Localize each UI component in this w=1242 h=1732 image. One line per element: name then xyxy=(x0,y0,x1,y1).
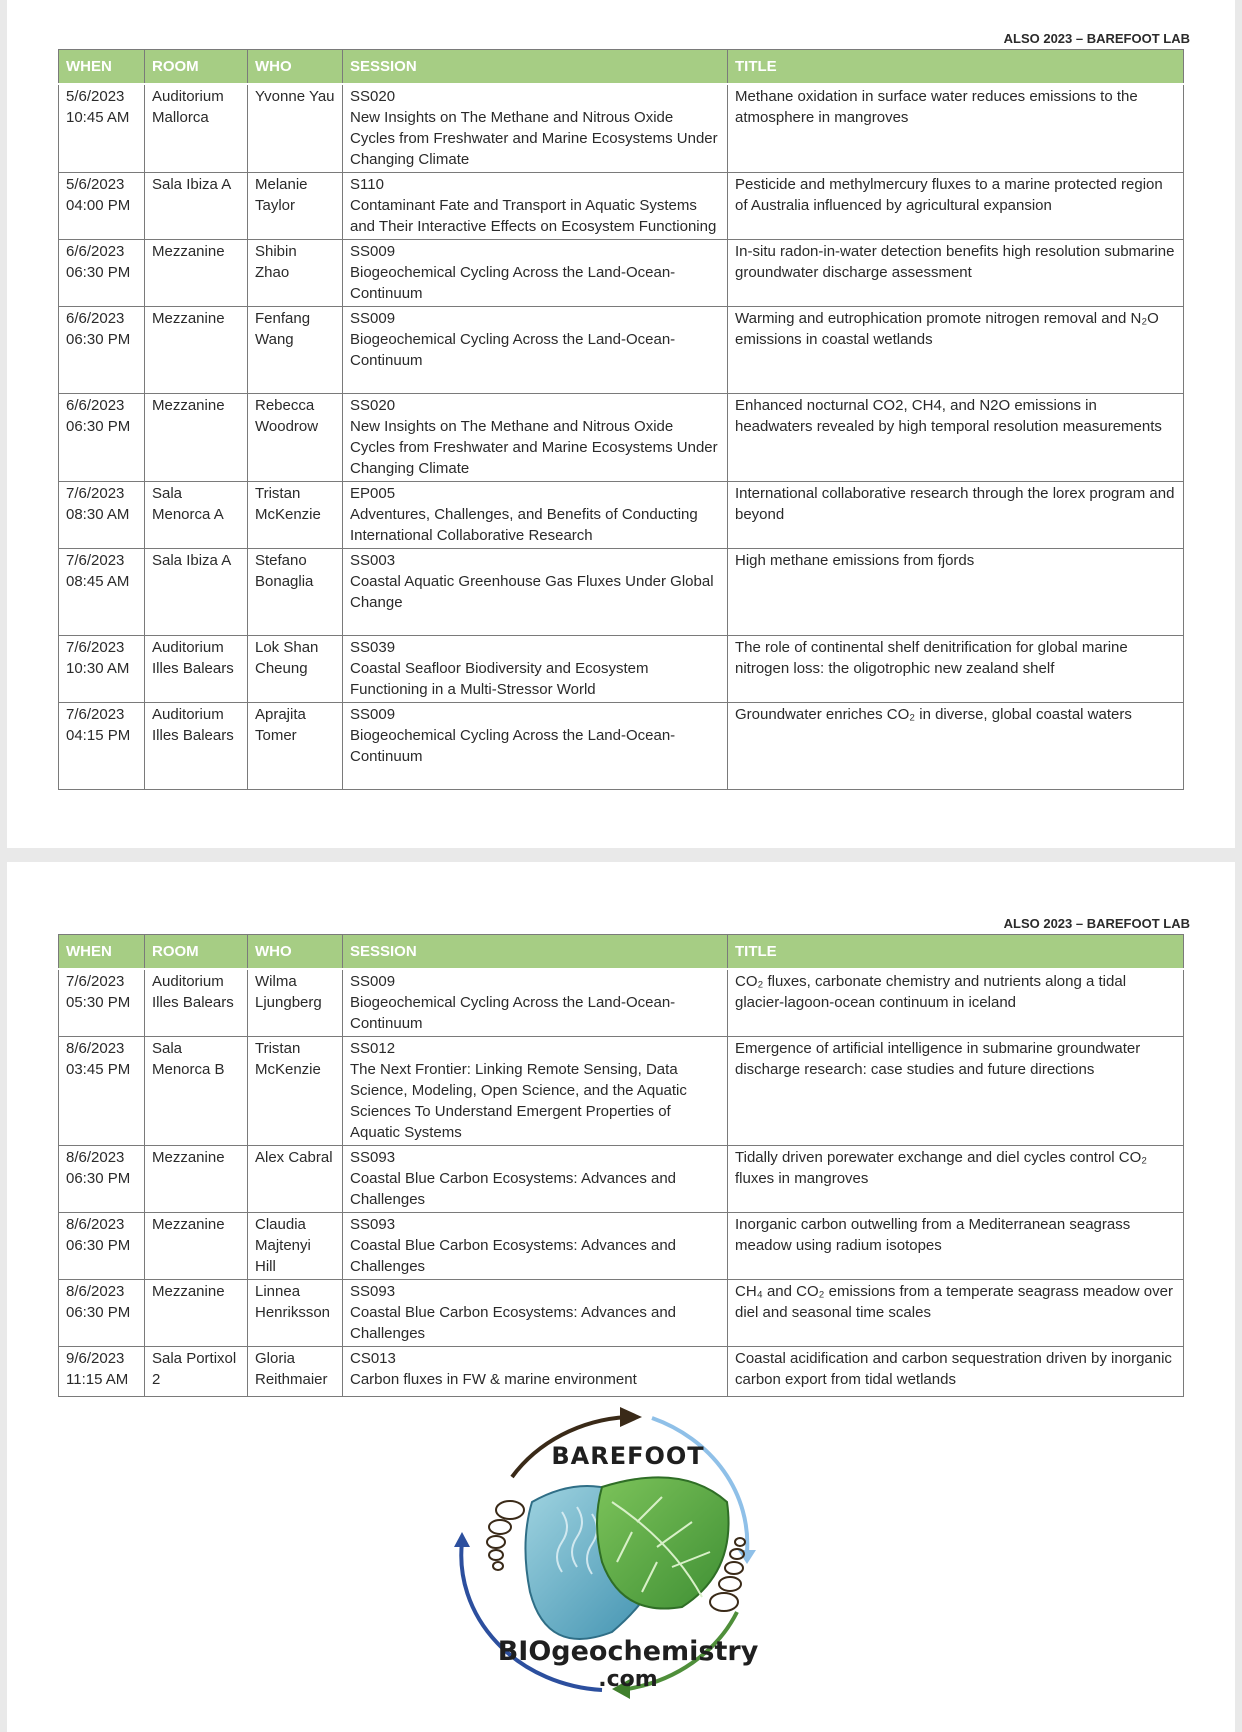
who-cell xyxy=(248,1146,343,1213)
table-row xyxy=(59,84,1184,173)
room-cell xyxy=(145,1280,248,1347)
session-cell xyxy=(343,482,728,549)
room-text: Mezzanine xyxy=(152,1283,225,1300)
presenter-name: Stefano Bonaglia xyxy=(255,552,314,590)
title-cell xyxy=(728,307,1184,394)
room-text: Auditorium Illes Balears xyxy=(152,706,234,744)
time-text: 04:15 PM xyxy=(66,727,131,744)
column-header-title: TITLE xyxy=(728,50,1184,85)
when-cell xyxy=(59,482,145,549)
when-cell xyxy=(59,173,145,240)
session-name: Coastal Blue Carbon Ecosystems: Advances and Challenges xyxy=(350,1304,677,1342)
session-code: SS012 xyxy=(350,1040,396,1057)
lab-header: ALSO 2023 – BAREFOOT LAB xyxy=(1003,31,1190,46)
room-cell xyxy=(145,1347,248,1397)
date-text: 8/6/2023 xyxy=(66,1216,125,1233)
date-text: 7/6/2023 xyxy=(66,639,125,656)
session-code: SS093 xyxy=(350,1149,396,1166)
date-text: 6/6/2023 xyxy=(66,243,125,260)
room-text: Auditorium Mallorca xyxy=(152,88,224,126)
table-row xyxy=(59,703,1184,790)
table-header-row xyxy=(59,50,1184,85)
presenter-name: Aprajita Tomer xyxy=(255,706,306,744)
column-header-when: WHEN xyxy=(59,935,145,970)
room-cell xyxy=(145,482,248,549)
session-cell xyxy=(343,1213,728,1280)
session-name: Biogeochemical Cycling Across the Land-Ocean-Continuum xyxy=(350,727,676,765)
when-cell xyxy=(59,703,145,790)
column-header-who: WHO xyxy=(248,935,343,970)
title-cell xyxy=(728,1280,1184,1347)
when-cell xyxy=(59,240,145,307)
when-cell xyxy=(59,1213,145,1280)
time-text: 10:45 AM xyxy=(66,109,130,126)
room-cell xyxy=(145,1213,248,1280)
table-row xyxy=(59,969,1184,1037)
table-row xyxy=(59,482,1184,549)
session-cell xyxy=(343,394,728,482)
when-cell xyxy=(59,636,145,703)
title-cell xyxy=(728,1146,1184,1213)
title-cell xyxy=(728,1213,1184,1280)
talk-title: Tidally driven porewater exchange and diel cycles control CO₂ fluxes in mangroves xyxy=(735,1149,1148,1187)
session-code: SS093 xyxy=(350,1283,396,1300)
title-cell xyxy=(728,84,1184,173)
table-row xyxy=(59,1213,1184,1280)
date-text: 6/6/2023 xyxy=(66,397,125,414)
session-code: SS093 xyxy=(350,1216,396,1233)
room-text: Mezzanine xyxy=(152,1216,225,1233)
room-text: Sala Menorca B xyxy=(152,1040,225,1078)
room-cell xyxy=(145,307,248,394)
talk-title: Coastal acidification and carbon sequestration driven by inorganic carbon export from tidal wetlands xyxy=(735,1350,1172,1388)
presenter-name: Wilma Ljungberg xyxy=(255,973,322,1011)
logo-top-text: BAREFOOT xyxy=(551,1442,705,1470)
room-text: Mezzanine xyxy=(152,310,225,327)
session-name: Biogeochemical Cycling Across the Land-Ocean-Continuum xyxy=(350,994,676,1032)
session-cell xyxy=(343,1037,728,1146)
date-text: 8/6/2023 xyxy=(66,1149,125,1166)
session-name: The Next Frontier: Linking Remote Sensing, Data Science, Modeling, Open Science, and the Aquatic Sciences To Understand Emergent Properties of Aquatic Systems xyxy=(350,1061,687,1141)
room-text: Mezzanine xyxy=(152,397,225,414)
room-text: Sala Menorca A xyxy=(152,485,224,523)
room-text: Sala Ibiza A xyxy=(152,552,232,569)
session-code: SS003 xyxy=(350,552,396,569)
session-name: Adventures, Challenges, and Benefits of Conducting International Collaborative Research xyxy=(350,506,698,544)
time-text: 04:00 PM xyxy=(66,197,131,214)
talk-title: International collaborative research through the lorex program and beyond xyxy=(735,485,1175,523)
time-text: 06:30 PM xyxy=(66,1304,131,1321)
schedule-page-2 xyxy=(7,862,1235,1732)
session-cell xyxy=(343,1347,728,1397)
date-text: 8/6/2023 xyxy=(66,1040,125,1057)
room-text: Auditorium Illes Balears xyxy=(152,973,234,1011)
date-text: 7/6/2023 xyxy=(66,706,125,723)
column-header-who: WHO xyxy=(248,50,343,85)
title-cell xyxy=(728,173,1184,240)
title-cell xyxy=(728,969,1184,1037)
title-cell xyxy=(728,240,1184,307)
arrow-head-icon xyxy=(620,1407,642,1427)
session-code: EP005 xyxy=(350,485,396,502)
who-cell xyxy=(248,1213,343,1280)
who-cell xyxy=(248,482,343,549)
session-cell xyxy=(343,84,728,173)
talk-title: Methane oxidation in surface water reduces emissions to the atmosphere in mangroves xyxy=(735,88,1138,126)
table-row xyxy=(59,307,1184,394)
talk-title: CO₂ fluxes, carbonate chemistry and nutrients along a tidal glacier-lagoon-ocean continuum in iceland xyxy=(735,973,1127,1011)
session-code: SS009 xyxy=(350,706,396,723)
room-cell xyxy=(145,969,248,1037)
talk-title: Enhanced nocturnal CO2, CH4, and N2O emissions in headwaters revealed by high temporal resolution measurements xyxy=(735,397,1162,435)
room-text: Mezzanine xyxy=(152,1149,225,1166)
time-text: 11:15 AM xyxy=(66,1371,129,1388)
session-name: Coastal Blue Carbon Ecosystems: Advances and Challenges xyxy=(350,1170,677,1208)
who-cell xyxy=(248,703,343,790)
room-cell xyxy=(145,240,248,307)
table-row xyxy=(59,240,1184,307)
session-code: CS013 xyxy=(350,1350,396,1367)
column-header-session: SESSION xyxy=(343,935,728,970)
when-cell xyxy=(59,307,145,394)
when-cell xyxy=(59,1280,145,1347)
session-name: Coastal Seafloor Biodiversity and Ecosystem Functioning in a Multi-Stressor World xyxy=(350,660,649,698)
room-text: Auditorium Illes Balears xyxy=(152,639,234,677)
room-cell xyxy=(145,1037,248,1146)
when-cell xyxy=(59,549,145,636)
session-cell xyxy=(343,1280,728,1347)
presenter-name: Yvonne Yau xyxy=(255,88,335,105)
title-cell xyxy=(728,394,1184,482)
presenter-name: Gloria Reithmaier xyxy=(255,1350,328,1388)
date-text: 7/6/2023 xyxy=(66,485,125,502)
title-cell xyxy=(728,703,1184,790)
session-cell xyxy=(343,636,728,703)
talk-title: In-situ radon-in-water detection benefits high resolution submarine groundwater discharge assessment xyxy=(735,243,1175,281)
session-cell xyxy=(343,1146,728,1213)
time-text: 06:30 PM xyxy=(66,264,131,281)
who-cell xyxy=(248,549,343,636)
presenter-name: Lok Shan Cheung xyxy=(255,639,319,677)
session-cell xyxy=(343,969,728,1037)
table-row xyxy=(59,173,1184,240)
when-cell xyxy=(59,1347,145,1397)
column-header-room: ROOM xyxy=(145,50,248,85)
logo-bottom-text: BIOgeochemistry xyxy=(497,1636,759,1667)
column-header-room: ROOM xyxy=(145,935,248,970)
table-header-row xyxy=(59,935,1184,970)
table-row xyxy=(59,636,1184,703)
column-header-session: SESSION xyxy=(343,50,728,85)
session-name: Coastal Blue Carbon Ecosystems: Advances and Challenges xyxy=(350,1237,677,1275)
arrow-head-icon xyxy=(738,1550,756,1564)
session-name: Biogeochemical Cycling Across the Land-Ocean-Continuum xyxy=(350,264,676,302)
talk-title: Warming and eutrophication promote nitrogen removal and N₂O emissions in coastal wetlands xyxy=(735,310,1159,348)
who-cell xyxy=(248,84,343,173)
presenter-name: Claudia Majtenyi Hill xyxy=(255,1216,311,1275)
time-text: 06:30 PM xyxy=(66,1170,131,1187)
who-cell xyxy=(248,1347,343,1397)
table-row xyxy=(59,1347,1184,1397)
session-code: SS020 xyxy=(350,397,396,414)
talk-title: CH₄ and CO₂ emissions from a temperate seagrass meadow over diel and seasonal time scales xyxy=(735,1283,1173,1321)
date-text: 7/6/2023 xyxy=(66,973,125,990)
room-cell xyxy=(145,636,248,703)
presenter-name: Shibin Zhao xyxy=(255,243,297,281)
presenter-name: Linnea Henriksson xyxy=(255,1283,331,1321)
who-cell xyxy=(248,636,343,703)
session-cell xyxy=(343,703,728,790)
room-cell xyxy=(145,84,248,173)
session-cell xyxy=(343,307,728,394)
who-cell xyxy=(248,1280,343,1347)
arrow-head-icon xyxy=(454,1532,470,1547)
title-cell xyxy=(728,549,1184,636)
schedule-table xyxy=(58,49,1184,790)
who-cell xyxy=(248,307,343,394)
logo-domain-text: .com xyxy=(598,1667,658,1692)
session-cell xyxy=(343,549,728,636)
title-cell xyxy=(728,1347,1184,1397)
session-name: New Insights on The Methane and Nitrous Oxide Cycles from Freshwater and Marine Ecosystems Under Changing Climate xyxy=(350,109,718,168)
talk-title: High methane emissions from fjords xyxy=(735,552,975,569)
room-text: Mezzanine xyxy=(152,243,225,260)
session-name: Coastal Aquatic Greenhouse Gas Fluxes Under Global Change xyxy=(350,573,714,611)
who-cell xyxy=(248,969,343,1037)
presenter-name: Melanie Taylor xyxy=(255,176,308,214)
who-cell xyxy=(248,394,343,482)
schedule-page-1 xyxy=(7,0,1235,848)
presenter-name: Fenfang Wang xyxy=(255,310,311,348)
date-text: 5/6/2023 xyxy=(66,88,125,105)
bubbles-left-icon xyxy=(487,1501,524,1570)
column-header-when: WHEN xyxy=(59,50,145,85)
table-row xyxy=(59,1146,1184,1213)
room-cell xyxy=(145,394,248,482)
talk-title: Emergence of artificial intelligence in submarine groundwater discharge research: case studies and future directions xyxy=(735,1040,1141,1078)
room-cell xyxy=(145,703,248,790)
session-cell xyxy=(343,240,728,307)
column-header-title: TITLE xyxy=(728,935,1184,970)
session-name: New Insights on The Methane and Nitrous Oxide Cycles from Freshwater and Marine Ecosystems Under Changing Climate xyxy=(350,418,718,477)
when-cell xyxy=(59,969,145,1037)
date-text: 7/6/2023 xyxy=(66,552,125,569)
table-row xyxy=(59,394,1184,482)
session-code: S110 xyxy=(350,176,384,193)
date-text: 9/6/2023 xyxy=(66,1350,125,1367)
lab-header: ALSO 2023 – BAREFOOT LAB xyxy=(1003,916,1190,931)
schedule-table xyxy=(58,934,1184,1397)
when-cell xyxy=(59,1146,145,1213)
room-text: Sala Ibiza A xyxy=(152,176,232,193)
talk-title: Pesticide and methylmercury fluxes to a marine protected region of Australia influenced by agricultural expansion xyxy=(735,176,1163,214)
table-row xyxy=(59,1037,1184,1146)
session-name: Contaminant Fate and Transport in Aquatic Systems and Their Interactive Effects on Ecosystem Functioning xyxy=(350,197,717,235)
time-text: 06:30 PM xyxy=(66,1237,131,1254)
presenter-name: Tristan McKenzie xyxy=(255,485,321,523)
time-text: 06:30 PM xyxy=(66,331,131,348)
title-cell xyxy=(728,636,1184,703)
time-text: 06:30 PM xyxy=(66,418,131,435)
session-name: Carbon fluxes in FW & marine environment xyxy=(350,1371,637,1388)
session-code: SS009 xyxy=(350,973,396,990)
barefoot-logo xyxy=(452,1402,802,1720)
who-cell xyxy=(248,240,343,307)
who-cell xyxy=(248,1037,343,1146)
date-text: 8/6/2023 xyxy=(66,1283,125,1300)
date-text: 6/6/2023 xyxy=(66,310,125,327)
presenter-name: Alex Cabral xyxy=(255,1149,333,1166)
title-cell xyxy=(728,1037,1184,1146)
session-code: SS009 xyxy=(350,310,396,327)
session-code: SS039 xyxy=(350,639,396,656)
presenter-name: Rebecca Woodrow xyxy=(255,397,319,435)
room-cell xyxy=(145,549,248,636)
table-row xyxy=(59,1280,1184,1347)
talk-title: Inorganic carbon outwelling from a Mediterranean seagrass meadow using radium isotopes xyxy=(735,1216,1131,1254)
talk-title: Groundwater enriches CO₂ in diverse, global coastal waters xyxy=(735,706,1132,723)
date-text: 5/6/2023 xyxy=(66,176,125,193)
session-code: SS020 xyxy=(350,88,396,105)
time-text: 08:45 AM xyxy=(66,573,130,590)
when-cell xyxy=(59,84,145,173)
room-cell xyxy=(145,173,248,240)
time-text: 03:45 PM xyxy=(66,1061,131,1078)
who-cell xyxy=(248,173,343,240)
time-text: 10:30 AM xyxy=(66,660,130,677)
session-name: Biogeochemical Cycling Across the Land-Ocean-Continuum xyxy=(350,331,676,369)
when-cell xyxy=(59,1037,145,1146)
presenter-name: Tristan McKenzie xyxy=(255,1040,321,1078)
session-code: SS009 xyxy=(350,243,396,260)
title-cell xyxy=(728,482,1184,549)
room-cell xyxy=(145,1146,248,1213)
time-text: 05:30 PM xyxy=(66,994,131,1011)
room-text: Sala Portixol 2 xyxy=(152,1350,237,1388)
session-cell xyxy=(343,173,728,240)
talk-title: The role of continental shelf denitrification for global marine nitrogen loss: the oligotrophic new zealand shelf xyxy=(735,639,1128,677)
time-text: 08:30 AM xyxy=(66,506,130,523)
table-row xyxy=(59,549,1184,636)
when-cell xyxy=(59,394,145,482)
